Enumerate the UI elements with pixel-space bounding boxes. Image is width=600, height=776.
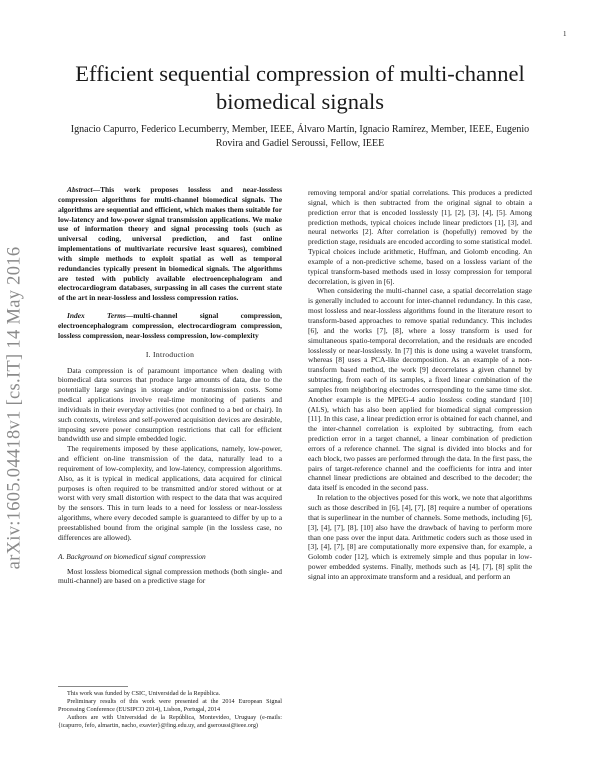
page-number: 1 xyxy=(563,30,567,38)
abstract xyxy=(58,185,282,303)
abstract-label: Abstract xyxy=(67,185,93,194)
background-paragraph-1: Most lossless biomedical signal compression methods (both single- and multi-channel) are based on a predictive stage for xyxy=(58,566,282,586)
abstract-text: —This work proposes lossless and near-lossless compression algorithms for multi-channel biomedical signals. The algorithms are sequential and efficient, which makes them suitable for low-latency and low-power signal transmission applications. We make use of information theory and signal processing tools (such as universal coding, universal prediction, and fast online implementations of multivariate recursive least squares), combined with simple methods to exploit spatial as well as temporal redundancies typically present in biomedical signals. The algorithms are tested with publicly available electroencephalogram and electrocardiogram databases, surpassing in all cases the current state of the art in near-lossless and lossless compression ratios. xyxy=(58,185,282,303)
right-paragraph-3: In relation to the objectives posed for this work, we note that algorithms such as those described in [6], [4], [7], [8] require a number of operations that is superlinear in the number of channels. Some methods, including [6], [3], [4], [7], [8], [10] also have the drawback of having to perform more than one pass over the input data. Arithmetic coders such as those used in [3], [4], [7], [8] are computationally more expensive than, for example, a Golomb coder [12], which is extremely simple and thus popular in low-power embedded systems. Finally, methods such as [4], [7], [8] split the signal into an approximate transform and a residual, and perform an xyxy=(308,493,532,581)
right-column xyxy=(308,188,532,582)
section-introduction-title: I. Introduction xyxy=(145,349,195,359)
index-terms-label: Index Terms xyxy=(67,311,126,321)
intro-paragraph-1: Data compression is of paramount importance when dealing with biomedical data sources that produce large amounts of data, due to the potentially large savings in storage and/or transmission costs. Some medical applications involve real-time monitoring of patients and individuals in their everyday activities (not confined to a bed or chair). In such contexts, wireless and self-powered acquisition devices are desirable, imposing severe power consumption restrictions that call for efficient bandwidth use and simple embedded logic. xyxy=(58,365,282,444)
paper-title: Efficient sequential compression of multi-channel biomedical signals xyxy=(75,61,525,114)
footnote-preliminary: Preliminary results of this work were presented at the 2014 European Signal Processing Conference (EUSIPCO 2014), Lisbon, Portugal, 2014 xyxy=(58,698,282,713)
footnotes xyxy=(58,686,282,730)
arxiv-id: arXiv:1605.04418v1 [cs.IT] 14 May 2016 xyxy=(4,246,25,570)
right-paragraph-2: When considering the multi-channel case, a spatial decorrelation stage is generally included to account for inter-channel redundancy. In this case, most lossless and near-lossless algorithms found in the literature resort to transform-based approaches to remove spatial redundancy. This includes [6], and the works [7], [8], where a lossy transform is used for simultaneous spatio-temporal decorrelation, and the residuals are encoded losslessly or near-losslessly. In [7] this is done using a wavelet transform, whereas [8] uses a PCA-like decomposition. As an example of a non-transform based method, the work [9] decorrelates a given channel by subtracting, from each of its samples, a fixed linear combination of the samples from neighboring electrodes corresponding to the same time slot. Another example is the MPEG-4 audio lossless coding standard [10] (ALS), which has also been applied for biomedical signal compression [11]. In this case, a linear prediction error is obtained for each channel, and the inter-channel correlation is exploited by subtracting, from each prediction error in a target channel, a linear combination of prediction errors of a reference channel. The signal is divided into blocks and for each block, two passes are performed through the data. In the first pass, the pairs of target-reference channel and the coefficients for intra and inter channel linear predictions are obtained and described to the decoder; the data itself is encoded in the second pass. xyxy=(308,286,532,493)
footnote-divider xyxy=(58,686,128,687)
subsection-background-title: A. Background on biomedical signal compression xyxy=(58,551,206,561)
index-terms xyxy=(58,311,282,341)
footnote-funding: This work was funded by CSIC, Universidad de la República. xyxy=(67,690,221,697)
index-terms-text: —multi-channel signal compression, electroencephalogram compression, electrocardiogram compression, lossless compression, near-lossless compression, low-complexity xyxy=(58,311,282,340)
intro-paragraph-2: The requirements imposed by these applications, namely, low-power, and efficient on-line transmission of the data, naturally lead to a requirement of low-complexity, and low-latency, compression algorithms. Also, as it is typical in medical applications, data acquired for clinical purposes is often required to be transmitted and/or stored without or at worst with very small distortion with respect to the data that was acquired by the sensors. This in turn leads to a need for lossless or near-lossless algorithms, where every decoded sample is guaranteed to differ by up to a preestablished bound from the original sample (in the lossless case, no differences are allowed). xyxy=(58,444,282,542)
footnote-affiliation: Authors are with Universidad de la República, Montevideo, Uruguay (e-mails: {icapurro, fefo, almartin, nacho, exavier}@fing.edu.uy, and gseroussi@ieee.org) xyxy=(58,714,282,729)
arxiv-stamp xyxy=(2,192,28,624)
left-column xyxy=(58,185,282,586)
right-paragraph-1: removing temporal and/or spatial correlations. This produces a predicted signal, which is then subtracted from the original signal to obtain a prediction error that is encoded losslessly [1], [2], [3], [4], [5]. Among prediction methods, typical choices include linear predictors [1], [3], and neural networks [2]. After correlation is (hopefully) removed by the prediction stage, residuals are encoded according to some statistical model. Typical choices include arithmetic, Huffman, and Golomb encoding. An example of a non-predictive scheme, based on a lossless variant of the typical transform-based methods used in lossy compression for temporal decorrelation, is given in [6]. xyxy=(308,188,532,286)
author-list: Ignacio Capurro, Federico Lecumberry, Member, IEEE, Álvaro Martín, Ignacio Ramírez, Member, IEEE, Eugenio Rovira and Gadiel Seroussi, Fellow, IEEE xyxy=(70,124,530,149)
